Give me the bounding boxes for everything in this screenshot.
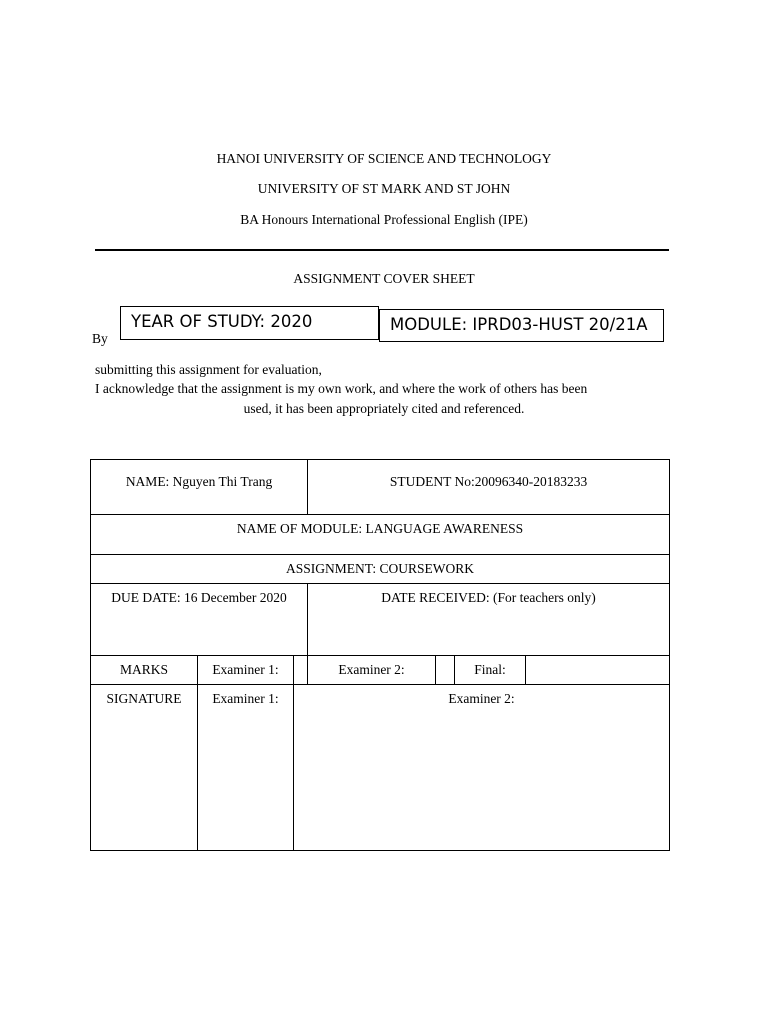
- declaration-line-3: used, it has been appropriately cited and referenced.: [243, 401, 525, 416]
- signature-examiner-1-label: Examiner 1:: [212, 691, 279, 706]
- table-row: [91, 685, 670, 851]
- marks-final-value: [526, 656, 670, 685]
- by-label: By: [92, 331, 108, 346]
- marks-label: MARKS: [119, 662, 168, 677]
- student-number-cell: [308, 460, 670, 515]
- signature-examiner-2-cell: [294, 685, 670, 851]
- signature-examiner-1-cell: [198, 685, 294, 851]
- module-box: [379, 309, 664, 342]
- signature-label-cell: [91, 685, 198, 851]
- marks-examiner-2-label: Examiner 2:: [338, 662, 405, 677]
- date-received: DATE RECEIVED: (For teachers only): [381, 590, 596, 605]
- student-number: STUDENT No:20096340-20183233: [389, 474, 588, 489]
- module-name: NAME OF MODULE: LANGUAGE AWARENESS: [236, 521, 524, 536]
- table-row: [91, 584, 670, 656]
- marks-final-cell: [455, 656, 526, 685]
- table-row: [91, 656, 670, 685]
- page-title: ASSIGNMENT COVER SHEET: [293, 271, 475, 286]
- programme-name: BA Honours International Professional English (IPE): [240, 212, 528, 227]
- header-divider: [95, 249, 669, 251]
- year-of-study-text: YEAR OF STUDY: 2020: [131, 312, 313, 331]
- marks-examiner-1-value: [294, 656, 308, 685]
- marks-examiner-1-cell: [198, 656, 294, 685]
- assignment-cell: [91, 555, 670, 584]
- module-name-cell: [91, 515, 670, 555]
- name-cell: [91, 460, 308, 515]
- table-row: [91, 555, 670, 584]
- marks-examiner-1-label: Examiner 1:: [212, 662, 279, 677]
- date-received-cell: [308, 584, 670, 656]
- assignment-type: ASSIGNMENT: COURSEWORK: [286, 561, 474, 576]
- university-name-marjon: UNIVERSITY OF ST MARK AND ST JOHN: [257, 181, 511, 196]
- table-row: [91, 515, 670, 555]
- marks-final-label: Final:: [474, 662, 506, 677]
- signature-label: SIGNATURE: [106, 691, 182, 706]
- declaration-line-1: submitting this assignment for evaluation,: [95, 362, 322, 377]
- student-name: NAME: Nguyen Thi Trang: [125, 474, 273, 489]
- marks-label-cell: [91, 656, 198, 685]
- marks-examiner-2-cell: [308, 656, 436, 685]
- marks-examiner-2-value: [436, 656, 455, 685]
- table-row: [91, 460, 670, 515]
- signature-examiner-2-label: Examiner 2:: [448, 691, 515, 706]
- declaration-line-2: I acknowledge that the assignment is my own work, and where the work of others has been: [95, 381, 588, 396]
- module-text: MODULE: IPRD03-HUST 20/21A: [390, 315, 648, 334]
- year-of-study-box: [120, 306, 379, 340]
- cover-details-table: [90, 459, 670, 851]
- due-date-cell: [91, 584, 308, 656]
- due-date: DUE DATE: 16 December 2020: [111, 590, 287, 605]
- university-name-hust: HANOI UNIVERSITY OF SCIENCE AND TECHNOLOGY: [216, 151, 552, 166]
